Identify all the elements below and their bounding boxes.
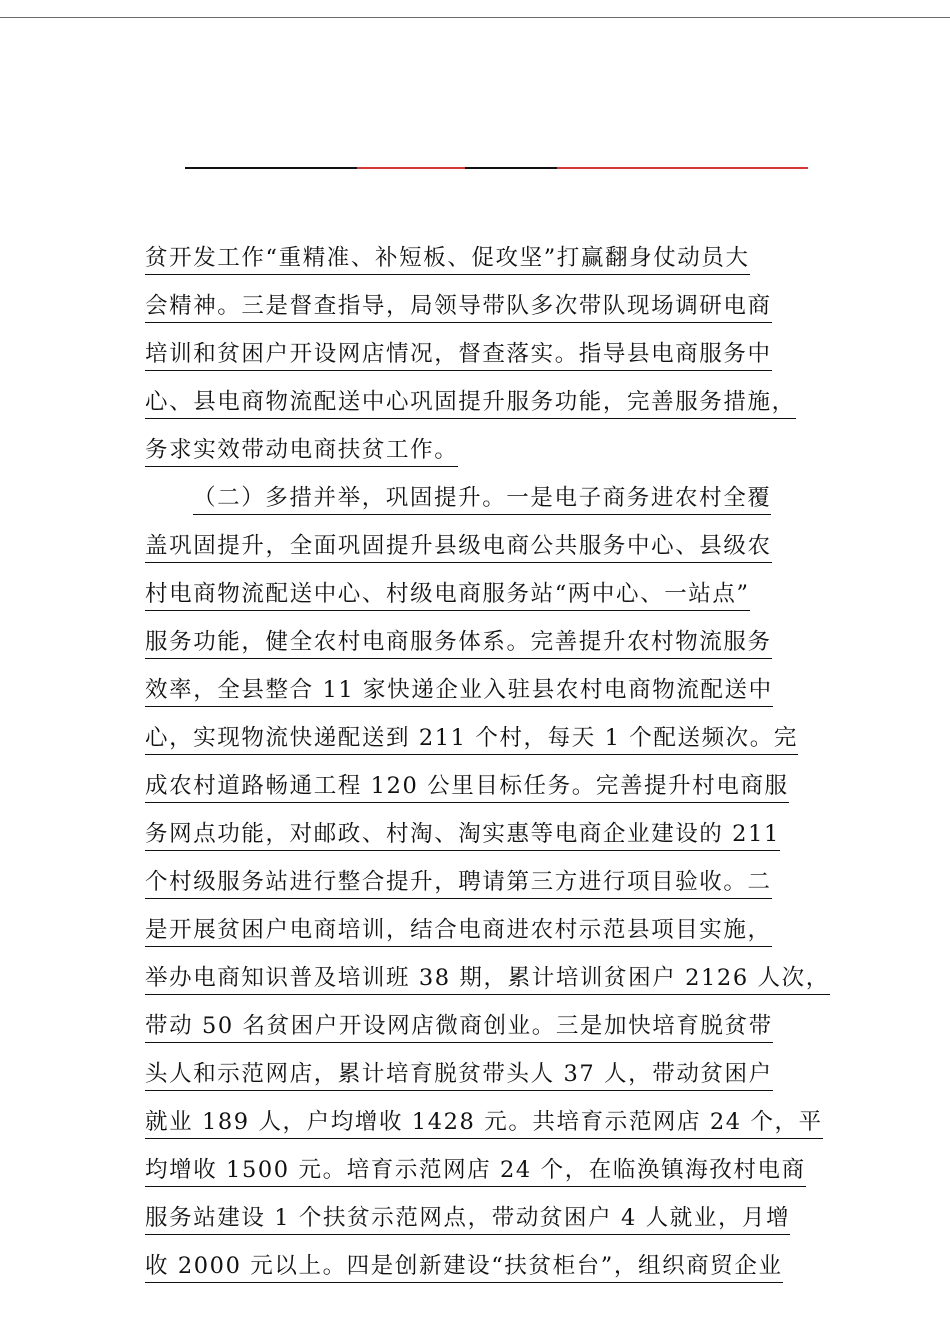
text-line: 盖巩固提升，全面巩固提升县级电商公共服务中心、县级农 [145, 522, 825, 570]
text-line: 会精神。三是督查指导，局领导带队多次带队现场调研电商 [145, 282, 825, 330]
text-line: 均增收 1500 元。培育示范网店 24 个，在临涣镇海孜村电商 [145, 1146, 825, 1194]
text-line: 服务站建设 1 个扶贫示范网点，带动贫困户 4 人就业，月增 [145, 1194, 825, 1242]
text-line: 务网点功能，对邮政、村淘、淘实惠等电商企业建设的 211 [145, 810, 825, 858]
text-line: 村电商物流配送中心、村级电商服务站“两中心、一站点” [145, 570, 825, 618]
text-line: 心，实现物流快递配送到 211 个村，每天 1 个配送频次。完 [145, 714, 825, 762]
text-line: 成农村道路畅通工程 120 公里目标任务。完善提升村电商服 [145, 762, 825, 810]
text-line: 是开展贫困户电商培训，结合电商进农村示范县项目实施， [145, 906, 825, 954]
header-rule [185, 167, 808, 169]
text-line: 举办电商知识普及培训班 38 期，累计培训贫困户 2126 人次， [145, 954, 825, 1002]
text-line: 头人和示范网店，累计培育脱贫带头人 37 人，带动贫困户 [145, 1050, 825, 1098]
text-line: 个村级服务站进行整合提升，聘请第三方进行项目验收。二 [145, 858, 825, 906]
text-line: 收 2000 元以上。四是创新建设“扶贫柜台”，组织商贸企业 [145, 1242, 825, 1290]
paragraph-start-line: （二）多措并举，巩固提升。一是电子商务进农村全覆 [145, 474, 825, 522]
text-line: 带动 50 名贫困户开设网店微商创业。三是加快培育脱贫带 [145, 1002, 825, 1050]
text-line: 服务功能，健全农村电商服务体系。完善提升农村物流服务 [145, 618, 825, 666]
text-line: 心、县电商物流配送中心巩固提升服务功能，完善服务措施， [145, 378, 825, 426]
page-top-border [0, 17, 950, 18]
text-line: 贫开发工作“重精准、补短板、促攻坚”打赢翻身仗动员大 [145, 234, 825, 282]
text-line: 效率，全县整合 11 家快递企业入驻县农村电商物流配送中 [145, 666, 825, 714]
document-body [145, 234, 830, 1290]
text-line: 培训和贫困户开设网店情况，督查落实。指导县电商服务中 [145, 330, 825, 378]
text-line: 就业 189 人，户均增收 1428 元。共培育示范网店 24 个，平 [145, 1098, 825, 1146]
text-line: 务求实效带动电商扶贫工作。 [145, 426, 825, 474]
